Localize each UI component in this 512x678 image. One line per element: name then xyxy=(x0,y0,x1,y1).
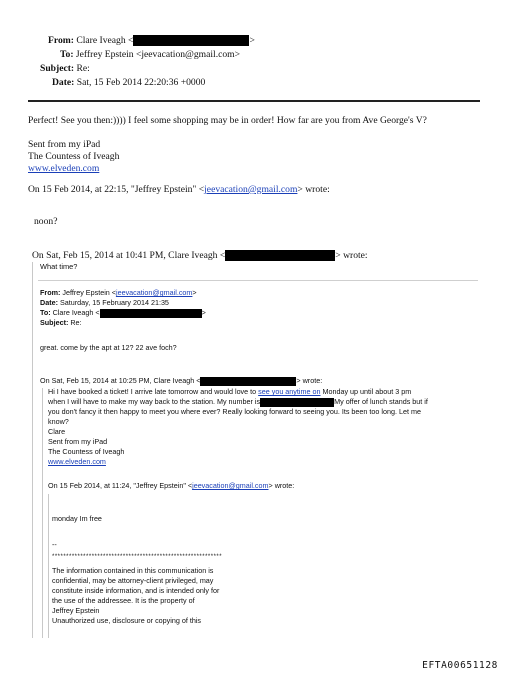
header-divider xyxy=(28,100,480,102)
signature-line-1: Sent from my iPad xyxy=(28,139,101,150)
nested-l1a: Hi I have booked a ticket! I arrive late tomorrow and would love to xyxy=(48,387,259,396)
redaction-block xyxy=(260,398,334,407)
header-subject-row xyxy=(40,62,90,75)
noon-text: noon? xyxy=(34,216,58,227)
dashes-text: -- xyxy=(52,540,57,549)
fwd-from-close: > xyxy=(192,288,197,297)
quote2-suffix: > wrote: xyxy=(335,250,368,261)
redaction-block xyxy=(225,250,335,261)
nested-quote-suffix: > wrote: xyxy=(296,376,323,385)
header-from-row xyxy=(48,34,255,47)
nested-l2b: My offer of lunch stands but if xyxy=(334,397,428,406)
monday-text: monday Im free xyxy=(52,514,102,523)
quote3-prefix: On 15 Feb 2014, at 11:24, "Jeffrey Epstein" < xyxy=(48,481,193,490)
message-body: Perfect! See you then:)))) I feel some shopping may be in order! How far are you from Ave George's V? xyxy=(28,115,427,126)
from-label: From: xyxy=(48,35,74,46)
bates-number: EFTA00651128 xyxy=(422,660,498,671)
forward-divider xyxy=(38,280,478,281)
from-value: Clare Iveagh < xyxy=(76,35,134,46)
quote3-suffix: > wrote: xyxy=(268,481,295,490)
fwd-to-row xyxy=(40,308,206,318)
nested-elveden-link[interactable]: www.elveden.com xyxy=(48,457,106,466)
disclaimer-line-2: confidential, may be attorney-client privileged, may xyxy=(52,576,214,585)
what-time-text: What time? xyxy=(40,262,78,271)
fwd-from-row xyxy=(40,288,197,298)
date-value: Sat, 15 Feb 2014 22:20:36 +0000 xyxy=(76,77,206,88)
from-close: > xyxy=(249,35,255,46)
header-date-row xyxy=(52,76,205,89)
quote-line-1 xyxy=(28,184,330,196)
signature-line-2: The Countess of Iveagh xyxy=(28,151,120,162)
quote-bar xyxy=(32,262,33,638)
elveden-link[interactable]: www.elveden.com xyxy=(28,163,100,174)
disclaimer-line-4: the use of the addressee. It is the property of xyxy=(52,596,195,605)
nested-link-row[interactable] xyxy=(48,457,106,467)
fwd-subject-row xyxy=(40,318,82,328)
fwd-date-row xyxy=(40,298,169,308)
nested-line-5: Clare xyxy=(48,427,66,436)
nested-quote-3 xyxy=(48,481,294,491)
fwd-from-value: Jeffrey Epstein < xyxy=(62,288,116,297)
nested-line-2 xyxy=(48,397,428,407)
nested-line-7: The Countess of Iveagh xyxy=(48,447,125,456)
disclaimer-line-3: constitute inside information, and is intended only for xyxy=(52,586,220,595)
subject-value: Re: xyxy=(76,63,90,74)
header-to-row xyxy=(60,48,240,61)
nested-line-1 xyxy=(48,387,411,397)
quote3-email-link[interactable]: jeevacation@gmail.com xyxy=(192,481,269,490)
fwd-body: great. come by the apt at 12? 22 ave foch? xyxy=(40,343,177,352)
date-label: Date: xyxy=(52,77,75,88)
nested-quote-line xyxy=(40,376,322,386)
signature-link[interactable] xyxy=(28,163,99,175)
disclaimer-line-5: Jeffrey Epstein xyxy=(52,606,100,615)
quote1-prefix: On 15 Feb 2014, at 22:15, "Jeffrey Epstein" < xyxy=(28,184,205,195)
disclaimer-line-1: The information contained in this communication is xyxy=(52,566,214,575)
fwd-subject-value: Re: xyxy=(70,318,82,327)
quote1-suffix: > wrote: xyxy=(297,184,330,195)
fwd-to-value: Clare Iveagh < xyxy=(52,308,100,317)
redaction-block xyxy=(100,309,202,318)
nested-line-6: Sent from my iPad xyxy=(48,437,108,446)
fwd-from-label: From: xyxy=(40,288,61,297)
nested-l1c: Monday up until about 3 pm xyxy=(320,387,412,396)
fwd-date-value: Saturday, 15 February 2014 21:35 xyxy=(59,298,169,307)
nested-line-4: know? xyxy=(48,417,69,426)
to-value: Jeffrey Epstein <jeevacation@gmail.com> xyxy=(75,49,241,60)
disclaimer-line-6: Unauthorized use, disclosure or copying of this xyxy=(52,616,202,625)
to-label: To: xyxy=(60,49,74,60)
fwd-to-close: > xyxy=(201,308,206,317)
inner-quote-bar xyxy=(48,494,49,638)
redaction-block xyxy=(200,377,296,386)
subject-label: Subject: xyxy=(40,63,75,74)
quote2-prefix: On Sat, Feb 15, 2014 at 10:41 PM, Clare Iveagh < xyxy=(32,250,226,261)
fwd-date-label: Date: xyxy=(40,298,58,307)
redaction-block xyxy=(133,35,249,46)
nested-quote-prefix: On Sat, Feb 15, 2014 at 10:25 PM, Clare Iveagh < xyxy=(40,376,201,385)
quote-line-2 xyxy=(32,250,368,262)
nested-quote-bar xyxy=(42,388,43,638)
nested-line-3: you don't fancy it then happy to meet you where ever? Really looking forward to seeing you. Its been too long. Let me xyxy=(48,407,421,416)
stars-text: ************************************************************ xyxy=(52,554,223,560)
fwd-subject-label: Subject: xyxy=(40,318,69,327)
nested-l2a: when I will have to make my way back to the station. My number is xyxy=(48,397,261,406)
fwd-from-email-link[interactable]: jeevacation@gmail.com xyxy=(115,288,193,297)
quote1-email-link[interactable]: jeevacation@gmail.com xyxy=(204,184,298,195)
fwd-to-label: To: xyxy=(40,308,51,317)
see-you-anytime-link[interactable]: see you anytime on xyxy=(258,387,321,396)
